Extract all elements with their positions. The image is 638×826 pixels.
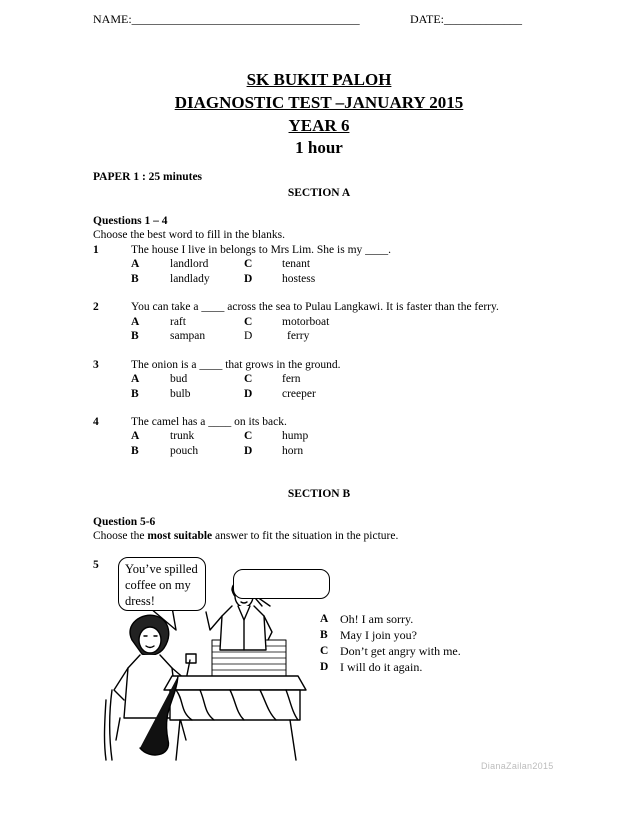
option-text: horn: [282, 445, 304, 457]
date-field-label: DATE:_____________: [410, 12, 522, 26]
option-text: creeper: [282, 388, 316, 400]
option-letter: A: [131, 373, 140, 385]
instruction-emphasis: most suitable: [147, 530, 213, 542]
paper-label: PAPER 1 : 25 minutes: [93, 171, 203, 183]
question-number: 4: [93, 416, 99, 428]
answer-text: Don’t get angry with me.: [340, 644, 461, 658]
question-label: Question 5-6: [93, 516, 156, 528]
answer-text: May I join you?: [340, 628, 417, 642]
question-number: 1: [93, 244, 99, 256]
question-text: The camel has a ____ on its back.: [131, 416, 287, 428]
option-text: pouch: [170, 445, 199, 457]
option-text: trunk: [170, 430, 195, 442]
instruction-text: Choose the: [93, 530, 148, 542]
woman-speech-bubble: [118, 557, 206, 611]
option-text: fern: [282, 373, 301, 385]
option-text: sampan: [170, 330, 206, 342]
section-b-heading: SECTION B: [287, 488, 351, 500]
option-letter: D: [244, 445, 253, 457]
answer-letter: D: [320, 661, 329, 673]
option-text: tenant: [282, 258, 311, 270]
question-text: The onion is a ____ that grows in the ground.: [131, 359, 341, 371]
answer-letter: C: [320, 645, 329, 657]
question-text: You can take a ____ across the sea to Pulau Langkawi. It is faster than the ferry.: [131, 301, 499, 313]
school-title: SK BUKIT PALOH: [246, 70, 392, 89]
section-a-instruction: Choose the best word to fill in the blanks.: [93, 229, 285, 241]
option-letter: A: [131, 258, 140, 270]
bubble-line: You’ve spilled: [125, 562, 198, 576]
question-number: 5: [93, 559, 99, 571]
option-letter: D: [244, 388, 253, 400]
option-text: landlord: [170, 258, 209, 270]
question-number: 2: [93, 301, 99, 313]
answer-letter: B: [320, 629, 328, 641]
question-number: 3: [93, 359, 99, 371]
option-letter: D: [244, 273, 253, 285]
question-text: The house I live in belongs to Mrs Lim. She is my ____.: [131, 244, 392, 256]
duration-title: 1 hour: [295, 138, 343, 157]
section-a-heading: SECTION A: [287, 187, 351, 199]
option-letter: C: [244, 373, 253, 385]
answer-text: Oh! I am sorry.: [340, 612, 414, 626]
questions-label: Questions 1 – 4: [93, 215, 168, 227]
option-text: motorboat: [282, 316, 330, 328]
option-text: raft: [170, 316, 186, 328]
answer-text: I will do it again.: [340, 660, 423, 674]
bubble-line: dress!: [125, 594, 155, 608]
option-text: ferry: [287, 330, 310, 342]
answer-letter: A: [320, 613, 329, 625]
option-text: hump: [282, 430, 309, 442]
option-text: bulb: [170, 388, 191, 400]
footer-watermark: DianaZailan2015: [481, 761, 554, 771]
instruction-text: answer to fit the situation in the picture.: [212, 530, 399, 542]
test-title: DIAGNOSTIC TEST –JANUARY 2015: [174, 93, 464, 112]
option-letter: B: [131, 388, 139, 400]
option-letter: A: [131, 316, 140, 328]
option-letter: C: [244, 258, 253, 270]
option-letter: B: [131, 445, 139, 457]
option-letter: B: [131, 330, 139, 342]
option-text: hostess: [282, 273, 316, 285]
name-field-label: NAME:______________________________________: [93, 12, 360, 26]
bubble-line: coffee on my: [125, 578, 191, 592]
man-speech-bubble-empty: [233, 569, 330, 599]
option-text: bud: [170, 373, 188, 385]
option-text: landlady: [170, 273, 210, 285]
option-letter: C: [244, 430, 253, 442]
option-letter: A: [131, 430, 140, 442]
option-letter: D: [244, 330, 253, 342]
year-title: YEAR 6: [288, 116, 350, 135]
option-letter: C: [244, 316, 253, 328]
option-letter: B: [131, 273, 139, 285]
